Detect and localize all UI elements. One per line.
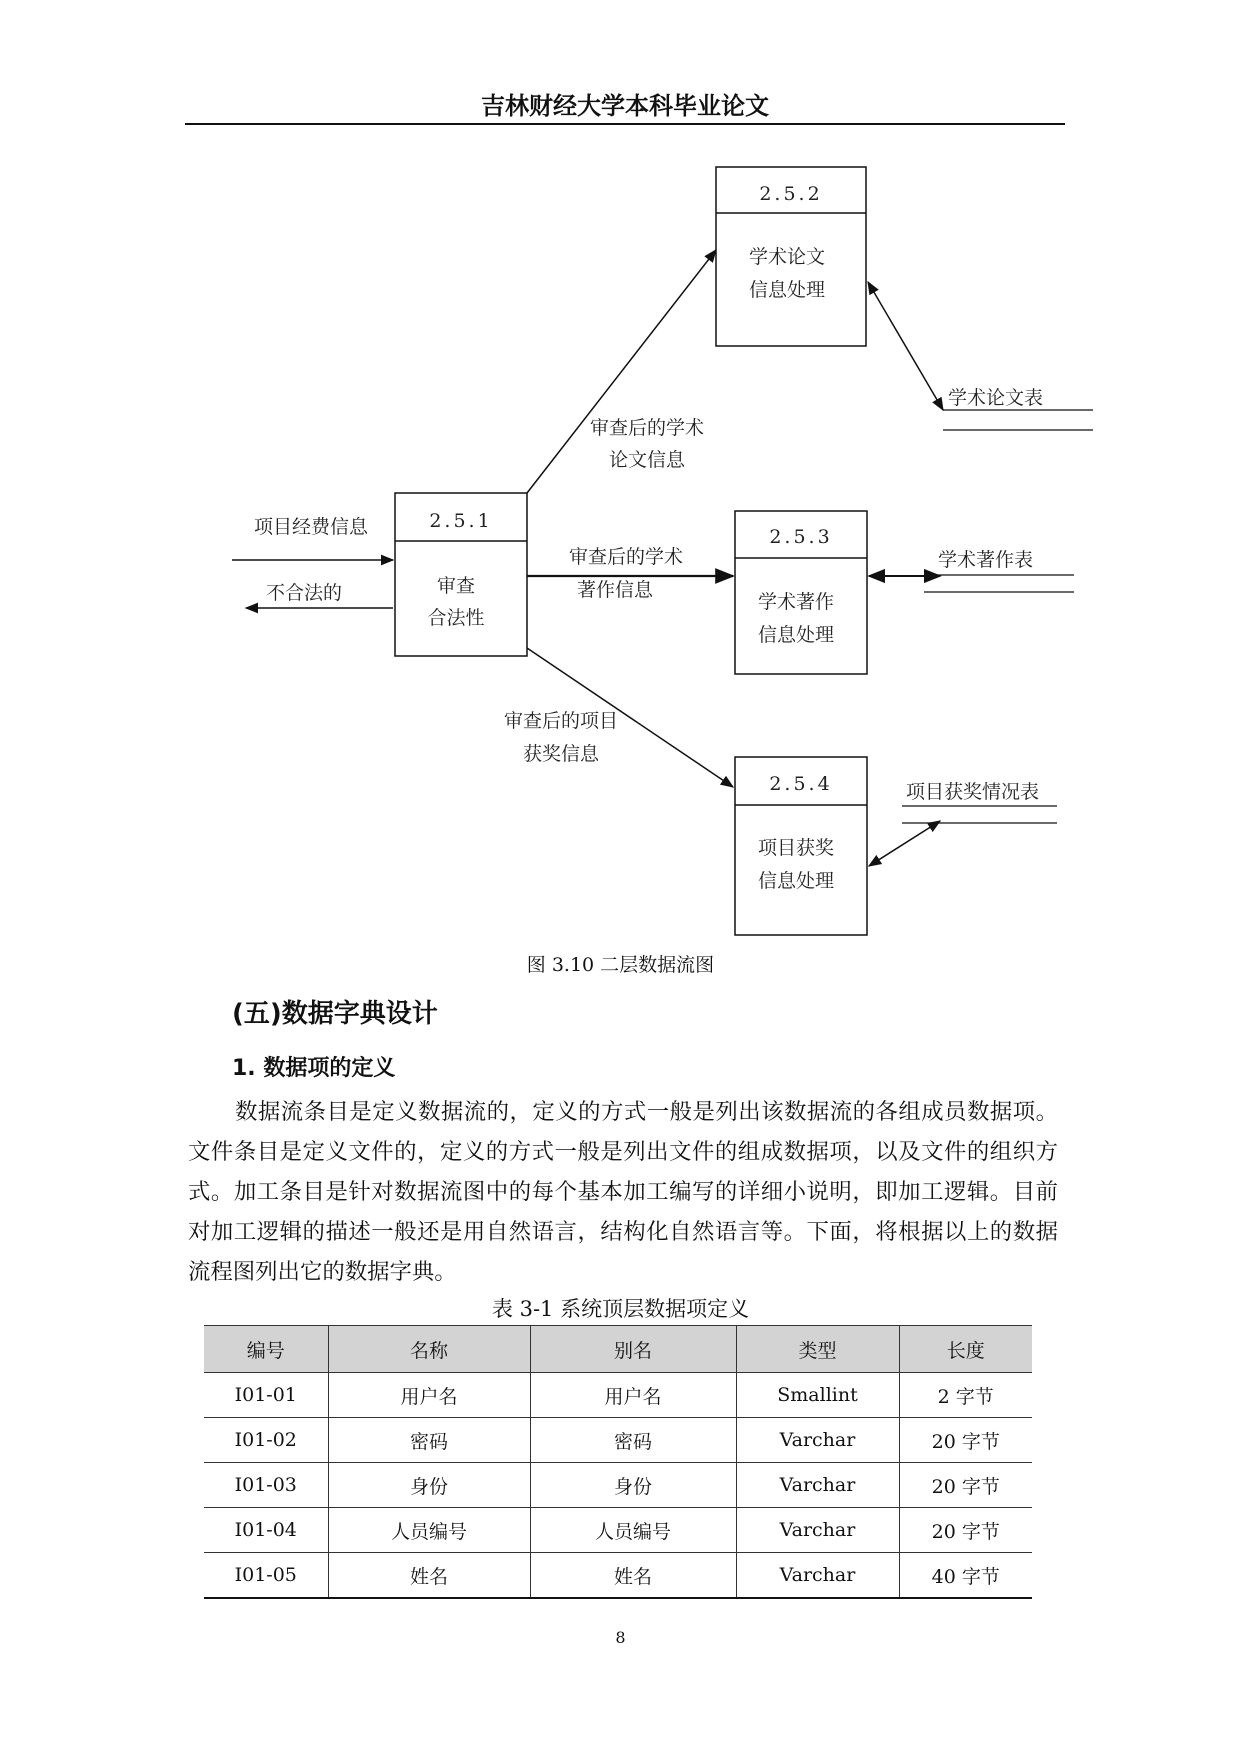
body-paragraph: 数据流条目是定义数据流的，定义的方式一般是列出该数据流的各组成员数据项。文件条目是定义文件的，定义的方式一般是列出文件的组成数据项，以及文件的组织方式。加工条目是针对数据流图中的每个基本加工编写的详细小说明，即加工逻辑。目前对加工逻辑的描述一般还是用自然语言，结构化自然语言等。下面，将根据以上的数据流程图列出它的数据字典。 [188,1099,1058,1285]
table-cell: 20 字节 [899,1418,1032,1463]
table-cell: 身份 [530,1463,736,1508]
table-header-cell: 别名 [530,1326,736,1373]
process-box-2-5-4 [735,757,867,935]
table-cell: 40 字节 [899,1553,1032,1599]
flow-label-to-works: 审查后的学术 [568,546,684,568]
process-label-line: 学术论文 [748,246,826,268]
process-label-line: 项目获奖 [757,837,835,859]
table-cell: 姓名 [328,1553,530,1599]
flow-label-to-paper: 审查后的学术 [589,417,705,439]
table-row [204,1418,1032,1463]
process-id: 2.5.2 [759,183,823,205]
process-label-line: 学术著作 [757,591,835,613]
table-cell: 20 字节 [899,1463,1032,1508]
table-cell: 用户名 [530,1373,736,1418]
table-cell: I01-05 [204,1553,328,1599]
flow-arrow-paper-store [868,282,943,410]
data-store-label: 项目获奖情况表 [906,781,1040,803]
table-cell: Varchar [736,1463,899,1508]
section-heading: (五)数据字典设计 [232,999,438,1029]
table-header-cell: 长度 [899,1326,1032,1373]
data-store-label: 学术著作表 [938,549,1034,571]
flow-arrow-award-store [869,821,940,866]
table-cell: I01-02 [204,1418,328,1463]
process-id: 2.5.1 [429,510,493,532]
data-store-paper [943,387,1093,430]
flow-label-input: 项目经费信息 [254,516,369,538]
table-cell: Varchar [736,1553,899,1599]
flow-label-to-award: 审查后的项目 [503,710,619,732]
table-cell: Smallint [736,1373,899,1418]
table-cell: I01-01 [204,1373,328,1418]
flow-label-to-works: 著作信息 [576,579,654,601]
process-label-line: 合法性 [427,607,485,629]
process-id: 2.5.4 [769,773,833,795]
table-cell: Varchar [736,1508,899,1553]
process-label-line: 信息处理 [748,279,826,301]
table-cell: 20 字节 [899,1508,1032,1553]
data-store-award [902,781,1057,823]
table-cell: 2 字节 [899,1373,1032,1418]
table-cell: 姓名 [530,1553,736,1599]
table-header-cell: 编号 [204,1326,328,1373]
table-cell: 人员编号 [530,1508,736,1553]
running-header: 吉林财经大学本科毕业论文 [481,92,769,120]
flow-label-to-paper: 论文信息 [608,449,686,471]
flow-label-to-award: 获奖信息 [522,743,600,765]
table-row [204,1373,1032,1418]
process-box-2-5-3 [735,511,867,674]
table-cell: 密码 [530,1418,736,1463]
data-store-label: 学术论文表 [948,387,1044,409]
table-header-cell: 名称 [328,1326,530,1373]
table-cell: I01-03 [204,1463,328,1508]
page-number: 8 [615,1628,626,1647]
table-cell: 身份 [328,1463,530,1508]
table-header-row [204,1326,1032,1373]
table-cell: I01-04 [204,1508,328,1553]
table-row [204,1553,1032,1599]
subsection-heading: 1. 数据项的定义 [232,1056,396,1081]
table-row [204,1508,1032,1553]
process-label-line: 信息处理 [757,870,835,892]
table-cell: 用户名 [328,1373,530,1418]
process-box-2-5-2 [716,167,866,346]
figure-caption: 图 3.10 二层数据流图 [526,954,715,976]
process-label-line: 审查 [436,575,476,597]
table-header-cell: 类型 [736,1326,899,1373]
table-row [204,1463,1032,1508]
table-caption: 表 3-1 系统顶层数据项定义 [491,1297,750,1321]
table-cell: 密码 [328,1418,530,1463]
table-cell: Varchar [736,1418,899,1463]
flow-label-reject: 不合法的 [266,582,343,604]
table-cell: 人员编号 [328,1508,530,1553]
process-label-line: 信息处理 [757,624,835,646]
data-item-table [204,1325,1032,1599]
process-box-2-5-1 [395,493,527,656]
data-store-works [924,549,1074,592]
process-id: 2.5.3 [769,526,833,548]
